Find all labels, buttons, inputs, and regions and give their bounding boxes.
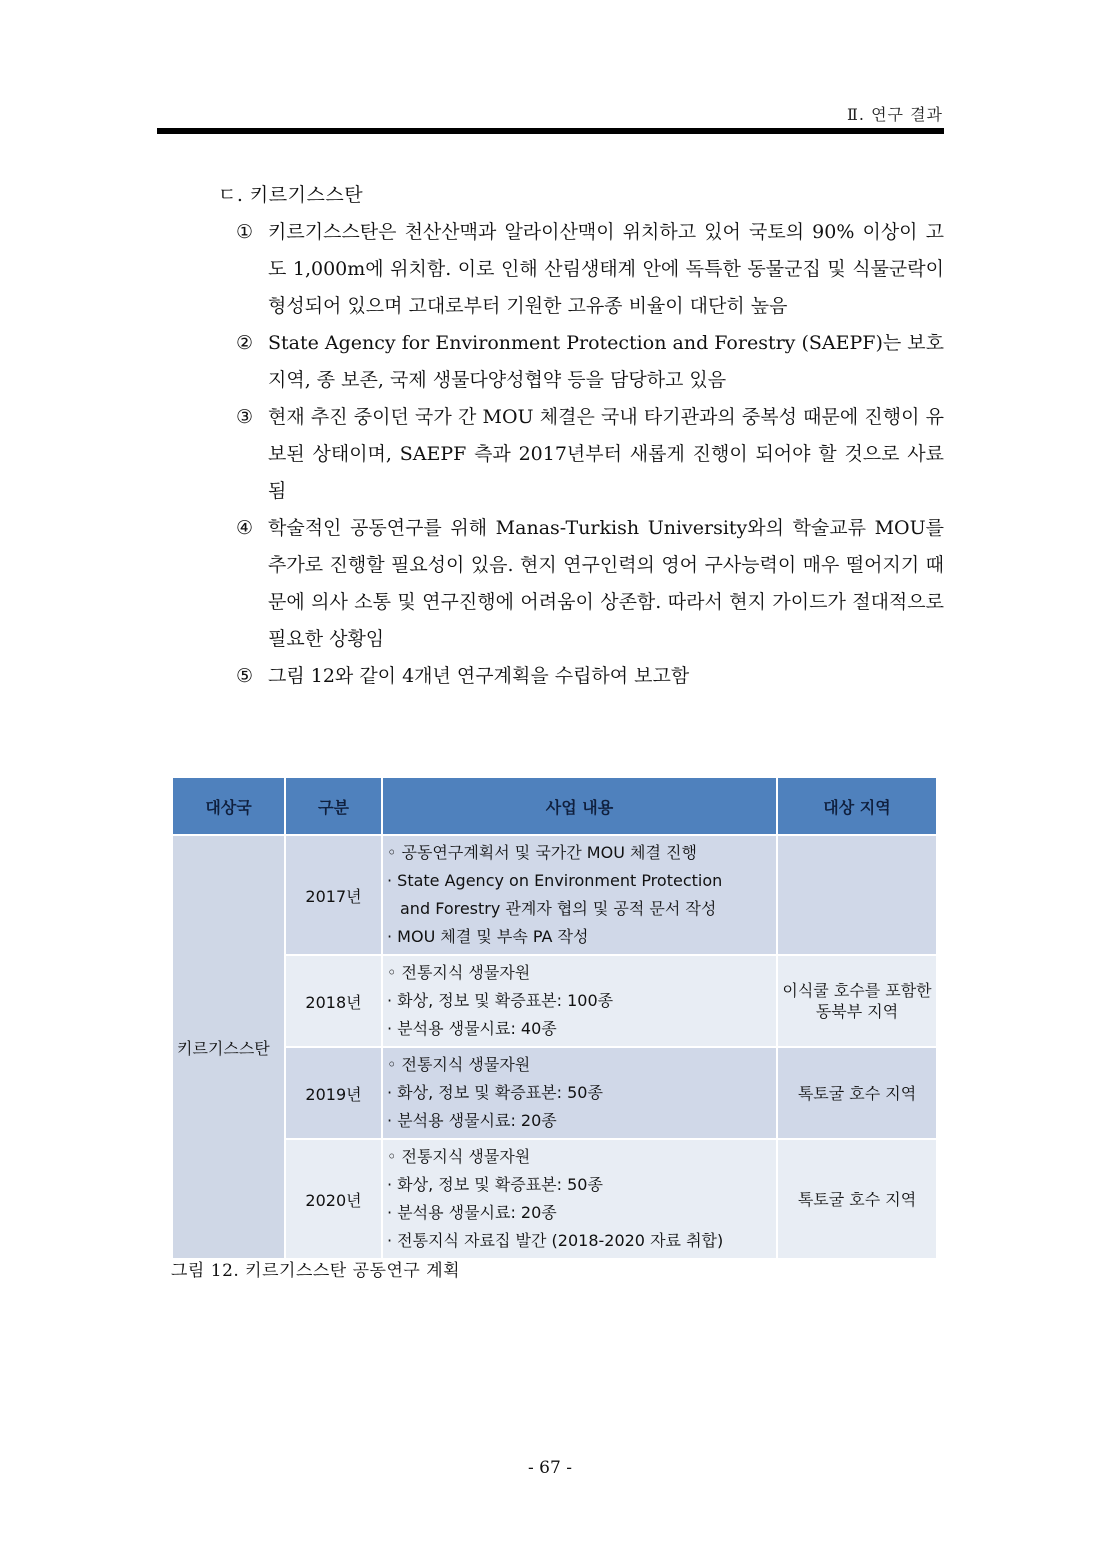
region-cell: 톡토굴 호수 지역 <box>777 1139 937 1259</box>
content-cell <box>382 1047 777 1139</box>
table-row <box>172 835 937 955</box>
content-line: · 전통지식 자료집 발간 (2018-2020 자료 취합) <box>387 1231 724 1250</box>
content-line: ◦ 공동연구계획서 및 국가간 MOU 체결 진행 <box>387 843 697 862</box>
region-cell: 톡토굴 호수 지역 <box>777 1047 937 1139</box>
item-text: 학술적인 공동연구를 위해 Manas-Turkish University와의 학술교류 MOU를 추가로 진행할 필요성이 있음. 현지 연구인력의 영어 구사능력이 매우 떨어지기 때문에 의사 소통 및 연구진행에 어려움이 상존함. 따라서 현지 가이드가 절대적으로 필요한 상황임 <box>268 517 944 650</box>
content-line: · 화상, 정보 및 확증표본: 50종 <box>387 1175 603 1194</box>
table-row <box>172 955 937 1047</box>
item-text: 그림 12와 같이 4개년 연구계획을 수립하여 보고함 <box>268 665 690 687</box>
list-item <box>236 658 944 695</box>
content-line: · 분석용 생물시료: 20종 <box>387 1111 557 1130</box>
table-header-row <box>172 777 937 835</box>
running-head: Ⅱ. 연구 결과 <box>847 105 943 124</box>
header-content: 사업 내용 <box>382 777 777 835</box>
numbered-list <box>236 214 944 695</box>
table-row <box>172 1139 937 1259</box>
list-item <box>236 510 944 658</box>
item-number: ③ <box>236 406 254 428</box>
table-row <box>172 1047 937 1139</box>
content-line: and Forestry 관계자 협의 및 공적 문서 작성 <box>400 899 717 918</box>
content-line: · 화상, 정보 및 확증표본: 50종 <box>387 1083 603 1102</box>
year-cell: 2020년 <box>285 1139 382 1259</box>
content-cell <box>382 835 777 955</box>
item-text: 현재 추진 중이던 국가 간 MOU 체결은 국내 타기관과의 중복성 때문에 진행이 유보된 상태이며, SAEPF 측과 2017년부터 새롭게 진행이 되어야 할 것으로 사료됨 <box>268 406 944 502</box>
content-line: · State Agency on Environment Protection <box>387 871 723 890</box>
content-line: · 분석용 생물시료: 40종 <box>387 1019 557 1038</box>
content-line: · 화상, 정보 및 확증표본: 100종 <box>387 991 614 1010</box>
content-line: ◦ 전통지식 생물자원 <box>387 963 531 982</box>
year-cell: 2018년 <box>285 955 382 1047</box>
header-country: 대상국 <box>172 777 285 835</box>
content-cell <box>382 1139 777 1259</box>
item-text: 키르기스스탄은 천산산맥과 알라이산맥이 위치하고 있어 국토의 90% 이상이 고도 1,000m에 위치함. 이로 인해 산림생태계 안에 독특한 동물군집 및 식물군락이 형성되어 있으며 고대로부터 기원한 고유종 비율이 대단히 높음 <box>268 221 944 317</box>
year-cell: 2017년 <box>285 835 382 955</box>
item-number: ② <box>236 332 254 354</box>
item-number: ⑤ <box>236 665 254 687</box>
page-number: - 67 - <box>528 1458 572 1478</box>
item-number: ① <box>236 221 254 243</box>
item-text: State Agency for Environment Protection and Forestry (SAEPF)는 보호지역, 종 보존, 국제 생물다양성협약 등을 담당하고 있음 <box>268 332 944 391</box>
content-line: ◦ 전통지식 생물자원 <box>387 1055 531 1074</box>
header-rule <box>157 128 944 134</box>
region-cell: 이식쿨 호수를 포함한 동북부 지역 <box>777 955 937 1047</box>
list-item <box>236 214 944 325</box>
list-item <box>236 325 944 399</box>
country-cell: 키르기스스탄 <box>172 835 285 1259</box>
section-title: ㄷ. 키르기스스탄 <box>218 184 364 206</box>
region-cell <box>777 835 937 955</box>
figure-caption: 그림 12. 키르기스스탄 공동연구 계획 <box>171 1261 461 1281</box>
header-region: 대상 지역 <box>777 777 937 835</box>
header-division: 구분 <box>285 777 382 835</box>
content-line: ◦ 전통지식 생물자원 <box>387 1147 531 1166</box>
content-cell <box>382 955 777 1047</box>
research-plan-table <box>171 776 938 1260</box>
content-line: · 분석용 생물시료: 20종 <box>387 1203 557 1222</box>
item-number: ④ <box>236 517 254 539</box>
list-item <box>236 399 944 510</box>
content-line: · MOU 체결 및 부속 PA 작성 <box>387 927 589 946</box>
year-cell: 2019년 <box>285 1047 382 1139</box>
